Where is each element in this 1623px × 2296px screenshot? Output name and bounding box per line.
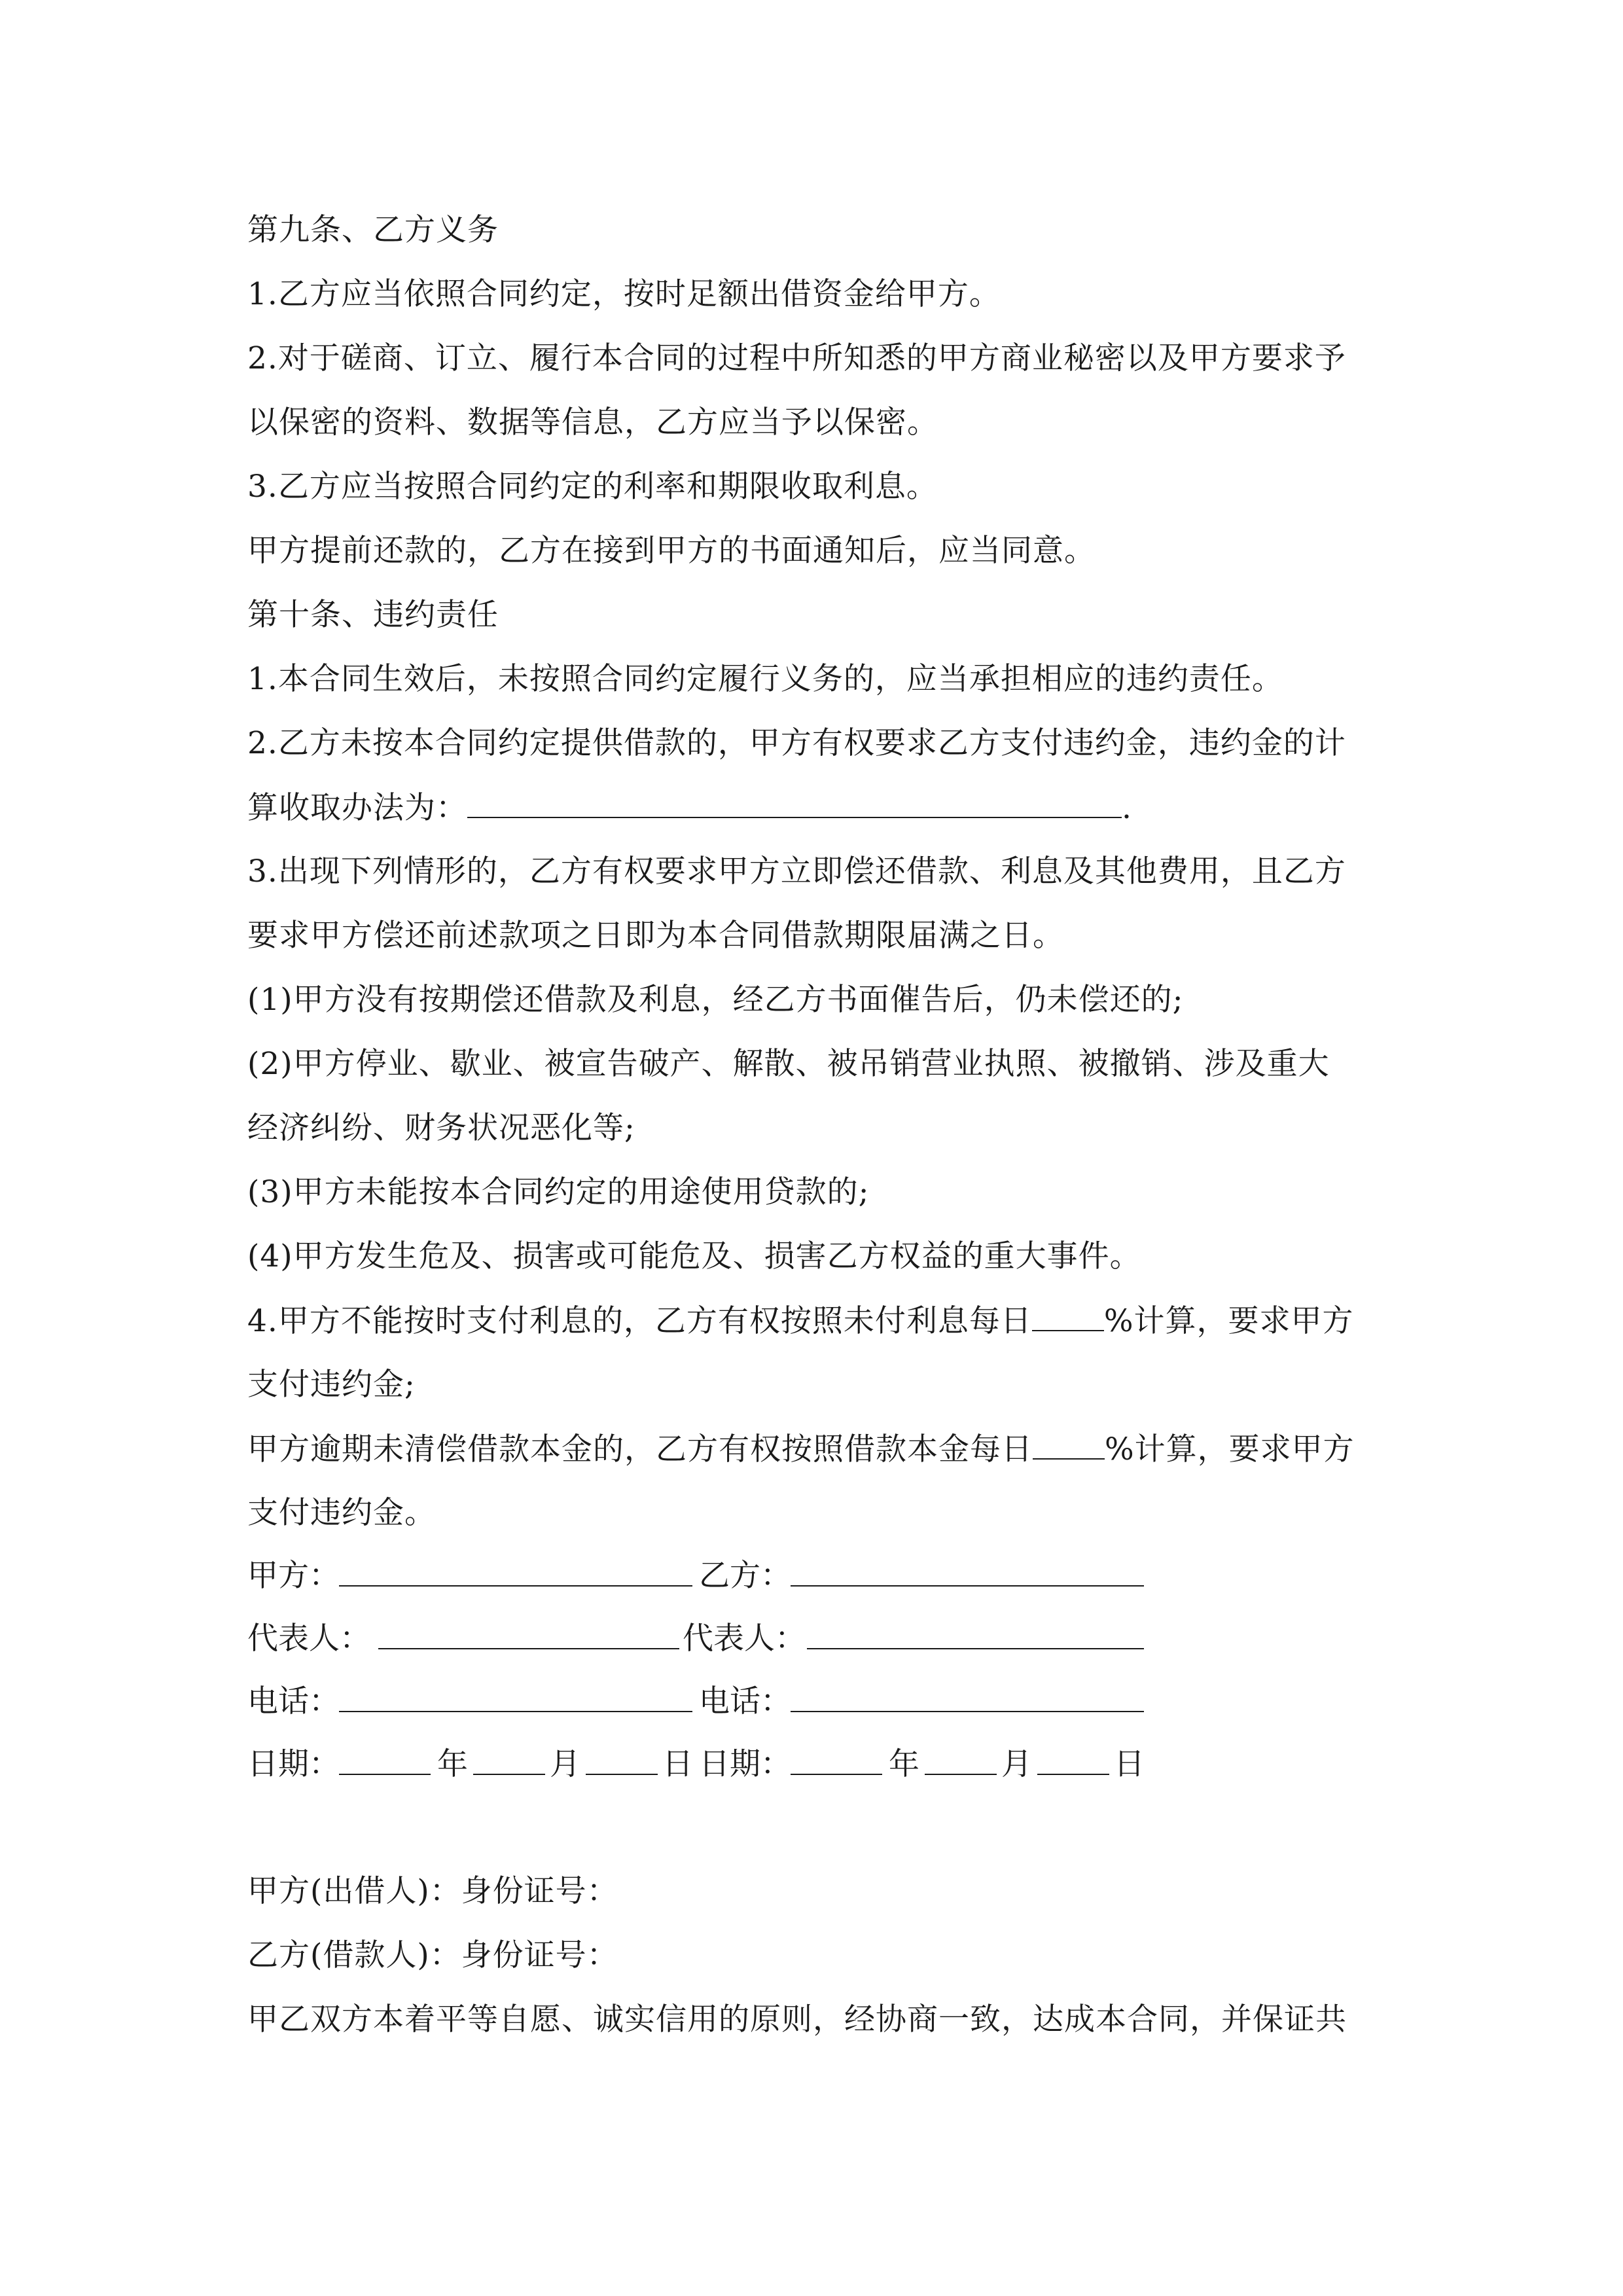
phone-a-label: 电话：: [247, 1683, 340, 1719]
phone-b-label: 电话：: [699, 1683, 791, 1719]
article-9-title: 第九条、乙方义务: [247, 212, 499, 248]
date-a-month-label: 月: [550, 1746, 580, 1782]
interest-penalty-rate-blank[interactable]: [1032, 1301, 1104, 1331]
calc-method-label: 算收取办法为：: [247, 790, 467, 826]
article-10-sub-4: (4)甲方发生危及、损害或可能危及、损害乙方权益的重大事件。: [247, 1238, 1141, 1274]
article-10-item-4-line-1: [247, 1301, 1354, 1341]
date-a-day-label: 日: [662, 1746, 693, 1782]
date-b-year-blank[interactable]: [791, 1745, 882, 1775]
phone-b-blank[interactable]: [791, 1682, 1144, 1712]
date-b-month-label: 月: [1001, 1746, 1032, 1782]
borrower-id-line: 乙方(借款人)：身份证号：: [247, 1937, 618, 1973]
calc-method-period: .: [1122, 790, 1132, 826]
article-10-sub-2-line-2: 经济纠纷、财务状况恶化等;: [247, 1110, 635, 1146]
lender-id-line: 甲方(出借人)：身份证号：: [247, 1873, 618, 1909]
rep-a-label: 代表人：: [247, 1621, 370, 1657]
article-10-sub-1: (1)甲方没有按期偿还借款及利息，经乙方书面催告后，仍未偿还的;: [247, 982, 1184, 1018]
date-a-year-blank[interactable]: [339, 1745, 431, 1775]
phone-a-blank[interactable]: [339, 1682, 692, 1712]
article-10-item-1: 1.本合同生效后，未按照合同约定履行义务的，应当承担相应的违约责任。: [247, 661, 1283, 697]
date-b-label: 日期：: [699, 1746, 791, 1782]
article-10-sub-3: (3)甲方未能按本合同约定的用途使用贷款的;: [247, 1174, 870, 1210]
article-9-item-1: 1.乙方应当依照合同约定，按时足额出借资金给甲方。: [247, 276, 1001, 312]
date-a-year-label: 年: [437, 1746, 468, 1782]
rep-a-blank[interactable]: [378, 1619, 679, 1649]
article-10-item-3-line-2: 要求甲方偿还前述款项之日即为本合同借款期限届满之日。: [247, 918, 1064, 954]
interest-penalty-suffix: %计算，要求甲方: [1103, 1303, 1354, 1339]
date-b-day-label: 日: [1114, 1746, 1145, 1782]
interest-penalty-text: 4.甲方不能按时支付利息的，乙方有权按照未付利息每日: [247, 1303, 1032, 1339]
date-b-day-blank[interactable]: [1037, 1745, 1109, 1775]
calc-method-blank[interactable]: [467, 788, 1122, 818]
principal-penalty-suffix: %计算，要求甲方: [1105, 1431, 1355, 1467]
article-10-sub-2-line-1: (2)甲方停业、歇业、被宣告破产、解散、被吊销营业执照、被撤销、涉及重大: [247, 1046, 1330, 1082]
article-9-item-4: 甲方提前还款的，乙方在接到甲方的书面通知后，应当同意。: [247, 533, 1096, 569]
article-10-item-5-line-2: 支付违约金。: [247, 1495, 436, 1531]
principal-penalty-rate-blank[interactable]: [1033, 1429, 1105, 1460]
party-b-label: 乙方：: [699, 1558, 791, 1594]
party-a-blank[interactable]: [339, 1556, 692, 1587]
date-a-month-blank[interactable]: [473, 1745, 545, 1775]
rep-b-blank[interactable]: [807, 1619, 1144, 1649]
date-b-month-blank[interactable]: [925, 1745, 997, 1775]
article-9-item-2-line-1: 2.对于磋商、订立、履行本合同的过程中所知悉的甲方商业秘密以及甲方要求予: [247, 340, 1346, 376]
article-10-item-2-line-2: [247, 788, 1132, 828]
date-b-year-label: 年: [889, 1746, 919, 1782]
principal-penalty-text: 甲方逾期未清偿借款本金的，乙方有权按照借款本金每日: [247, 1431, 1033, 1467]
date-a-day-blank[interactable]: [586, 1745, 658, 1775]
article-10-item-4-line-2: 支付违约金;: [247, 1367, 416, 1403]
article-9-item-3: 3.乙方应当按照合同约定的利率和期限收取利息。: [247, 469, 938, 505]
rep-b-label: 代表人：: [683, 1621, 806, 1657]
article-9-item-2-line-2: 以保密的资料、数据等信息，乙方应当予以保密。: [247, 404, 938, 440]
article-10-item-2-line-1: 2.乙方未按本合同约定提供借款的，甲方有权要求乙方支付违约金，违约金的计: [247, 725, 1346, 761]
article-10-title: 第十条、违约责任: [247, 597, 499, 633]
party-b-blank[interactable]: [791, 1556, 1144, 1587]
party-a-label: 甲方：: [247, 1558, 340, 1594]
article-10-item-5-line-1: [247, 1429, 1355, 1469]
article-10-item-3-line-1: 3.出现下列情形的，乙方有权要求甲方立即偿还借款、利息及其他费用，且乙方: [247, 853, 1346, 889]
contract-preamble: 甲乙双方本着平等自愿、诚实信用的原则，经协商一致，达成本合同，并保证共: [247, 2001, 1347, 2037]
date-a-label: 日期：: [247, 1746, 340, 1782]
